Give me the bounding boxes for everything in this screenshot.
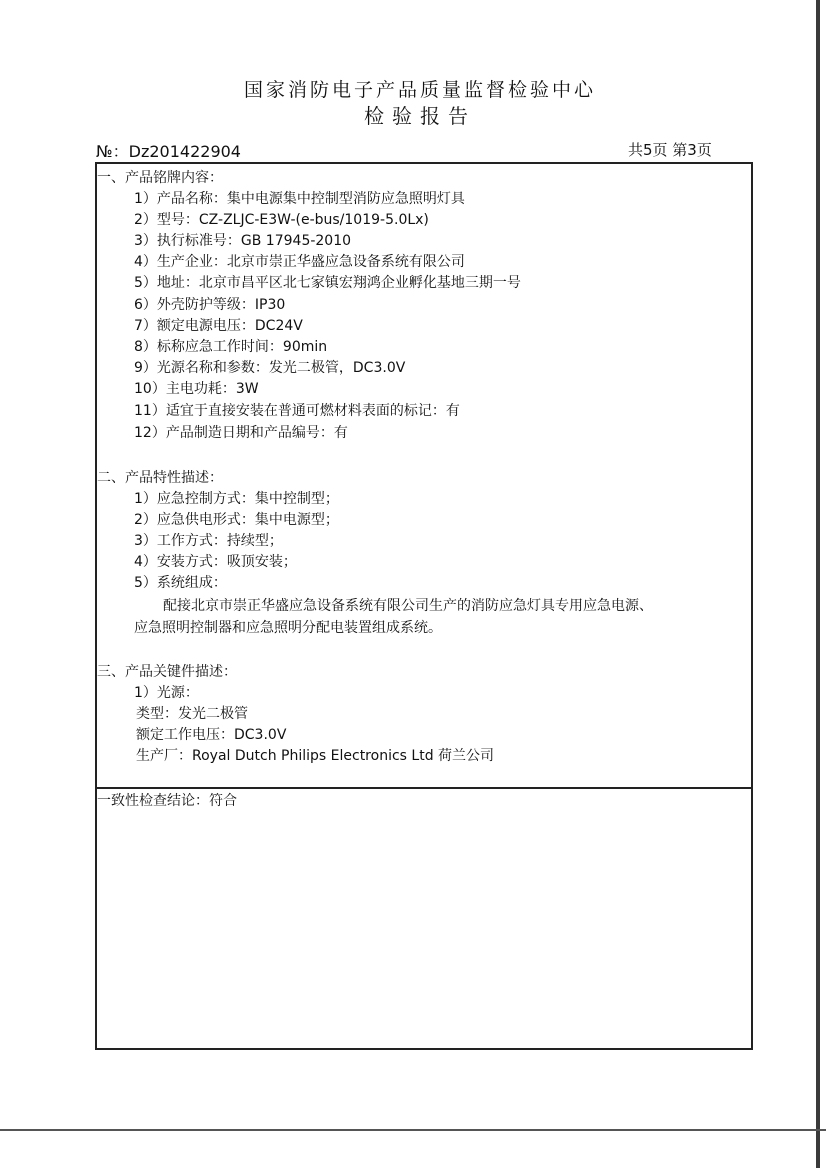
feature-item: 1）应急控制方式：集中控制型；	[134, 491, 339, 507]
nameplate-item: 5）地址：北京市昌平区北七家镇宏翔鸿企业孵化基地三期一号	[134, 275, 521, 291]
section2-heading: 二、产品特性描述：	[97, 470, 223, 486]
nameplate-item: 7）额定电源电压：DC24V	[134, 318, 303, 334]
key-part-maker: 生产厂：Royal Dutch Philips Electronics Ltd 荷兰公司	[136, 748, 495, 764]
conclusion-text: 一致性检查结论：符合	[97, 793, 237, 809]
feature-item: 4）安装方式：吸顶安装；	[134, 554, 297, 570]
nameplate-item: 4）生产企业：北京市崇正华盛应急设备系统有限公司	[134, 254, 465, 270]
scan-edge-bottom	[0, 1129, 826, 1131]
nameplate-item: 8）标称应急工作时间：90min	[134, 339, 328, 355]
key-part-voltage: 额定工作电压：DC3.0V	[136, 727, 287, 743]
nameplate-item: 3）执行标准号：GB 17945-2010	[134, 233, 352, 249]
document-title: 检验报告	[364, 104, 476, 128]
system-composition-text: 应急照明控制器和应急照明分配电装置组成系统。	[134, 620, 442, 636]
feature-item: 2）应急供电形式：集中电源型；	[134, 512, 339, 528]
nameplate-item: 9）光源名称和参数：发光二极管，DC3.0V	[134, 360, 406, 376]
page-info: 共5页 第3页	[628, 141, 712, 159]
nameplate-item: 10）主电功耗：3W	[134, 381, 259, 397]
nameplate-item: 1）产品名称：集中电源集中控制型消防应急照明灯具	[134, 191, 465, 207]
nameplate-item: 12）产品制造日期和产品编号：有	[134, 425, 348, 441]
section1-heading: 一、产品铭牌内容：	[97, 170, 223, 186]
feature-item: 5）系统组成：	[134, 575, 227, 591]
section3-heading: 三、产品关键件描述：	[97, 664, 237, 680]
nameplate-item: 11）适宜于直接安装在普通可燃材料表面的标记：有	[134, 403, 460, 419]
nameplate-item: 6）外壳防护等级：IP30	[134, 297, 286, 313]
report-number: №：Dz201422904	[96, 142, 241, 161]
key-part-type: 类型：发光二极管	[136, 706, 248, 722]
org-title: 国家消防电子产品质量监督检验中心	[243, 79, 596, 101]
key-part-item: 1）光源：	[134, 685, 199, 701]
scan-edge-right	[816, 0, 820, 1168]
conclusion-divider	[95, 787, 753, 789]
feature-item: 3）工作方式：持续型；	[134, 533, 283, 549]
system-composition-text: 配接北京市崇正华盛应急设备系统有限公司生产的消防应急灯具专用应急电源、	[163, 598, 653, 614]
nameplate-item: 2）型号：CZ-ZLJC-E3W-(e-bus/1019-5.0Lx)	[134, 212, 429, 228]
